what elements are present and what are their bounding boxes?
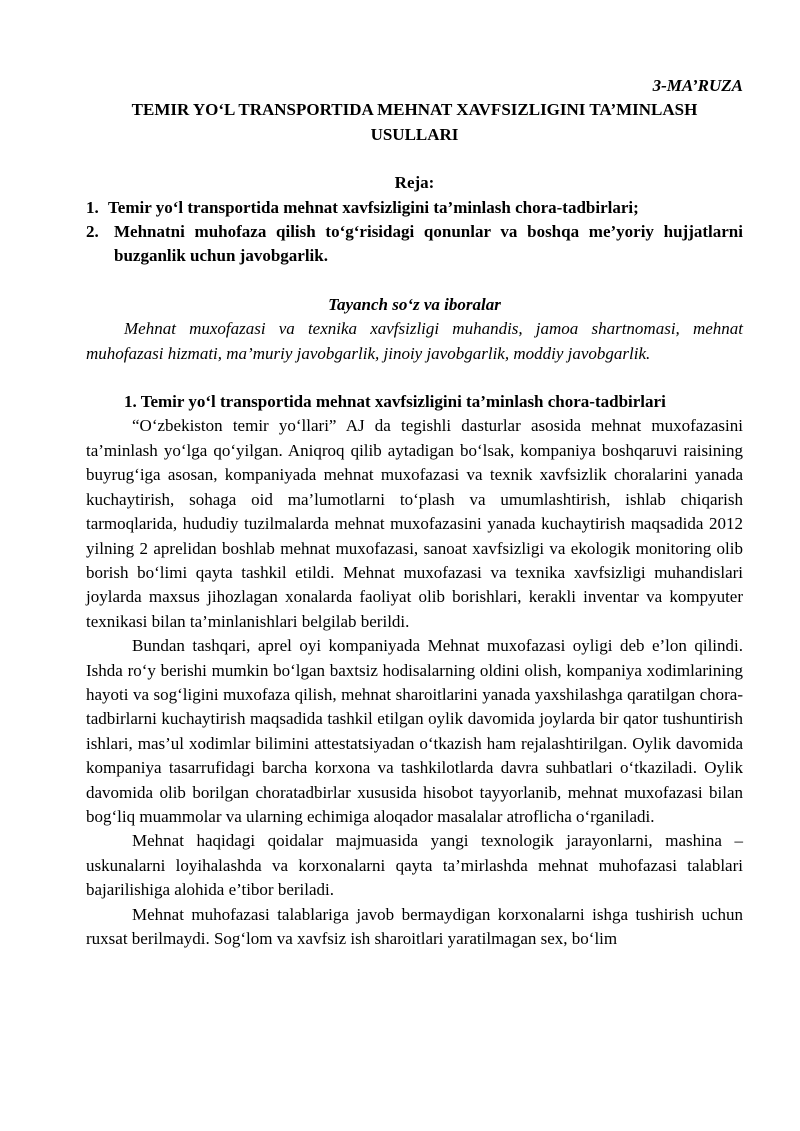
section-heading: 1. Temir yo‘l transportida mehnat xavfsizligini ta’minlash chora-tadbirlari [124,392,666,412]
plan-item-number: 2. [86,222,99,242]
paragraph: Mehnat muhofazasi talablariga javob bermaydigan korxonalarni ishga tushirish uchun ruxsat berilmaydi. Sog‘lom va xavfsiz ish sharoitlari yaratilmagan sex, bo‘lim [86,904,743,948]
paragraph: Mehnat haqidagi qoidalar majmuasida yangi texnologik jarayonlarni, mashina – uskunalarni loyihalashda va korxonalarni qayta ta’mirlashda mehnat muhofazasi talablari bajarilishiga alohida e’tibor beriladi. [86,831,743,900]
paragraph: “O‘zbekiston temir yo‘llari” AJ da tegishli dasturlar asosida mehnat muxofazasini ta’minlash yo‘lga qo‘yilgan. Aniqroq qilib aytadigan bo‘lsak, kompaniya boshqaruvi raisining buyrug‘iga asosan, kompaniyada mehnat muxofazasi va texnik xavfsizlik choralarini yanada kuchaytirish, sohaga oid ma’lumotlarni to‘plash va umumlashtirish, ishlab chiqarish tarmoqlarida, hududiy tuzilmalarda mehnat muxofazasini yanada kuchaytirish maqsadida 2012 yilning 2 aprelidan boshlab mehnat muxofazasi, sanoat xavfsizligi va ekologik monitoring olib borish bo‘limi qayta tashkil etildi. Mehnat muxofazasi va texnika xavfsizligi muhandislari joylarda maxsus jihozlagan xonalarda faoliyat olib borishlari, kerakli inventar va kompyuter texnikasi bilan ta’minlanishlari belgilab berildi. [86,416,743,631]
lecture-number: 3-MA’RUZA [652,76,743,95]
plan-item-1 [86,196,743,220]
plan-item-number: 1. [86,197,99,217]
plan-item-text: Mehnatni muhofaza qilish to‘g‘risidagi qonunlar va boshqa me’yoriy hujjatlarni buzganlik uchun javobgarlik. [114,222,743,266]
plan-list [86,196,743,269]
plan-heading: Reja: [394,173,435,193]
document-title: TEMIR YO‘L TRANSPORTIDA MEHNAT XAVFSIZLIGINI TA’MINLASH USULLARI [131,100,698,144]
paragraph: Bundan tashqari, aprel oyi kompaniyada Mehnat muxofazasi oyligi deb e’lon qilindi. Ishda ro‘y berishi mumkin bo‘lgan baxtsiz hodisalarning oldini olish, kompaniya xodimlarining hayoti va sog‘ligini muxofaza qilish, mehnat sharoitlarini yanada yaxshilashga qaratilgan chora-tadbirlarni kuchaytirish maqsadida tashkil etilgan oylik davomida joylarda bir qator tushuntirish ishlari, mas’ul xodimlar bilimini attestatsiyadan o‘tkazish ham rejalashtirilgan. Oylik davomida kompaniya tasarrufidagi barcha korxona va tashkilotlarda davra suhbatlari o‘tkaziladi. Oylik davomida olib borilgan choratadbirlar xususida hisobot tayyorlanib, mehnat muxofazasi bilan bog‘liq muammolar va ularning echimiga aloqador masalalar atroflicha o‘rganiladi. [86,636,743,826]
keywords-heading: Tayanch so‘z va iboralar [328,294,501,314]
plan-item-text: Temir yo‘l transportida mehnat xavfsizligini ta’minlash chora-tadbirlari; [108,197,639,217]
plan-item-2 [86,220,743,269]
keywords-text: Mehnat muxofazasi va texnika xavfsizligi muhandis, jamoa shartnomasi, mehnat muhofazasi hizmati, ma’muriy javobgarlik, jinoiy javobgarlik, moddiy javobgarlik. [86,319,743,363]
